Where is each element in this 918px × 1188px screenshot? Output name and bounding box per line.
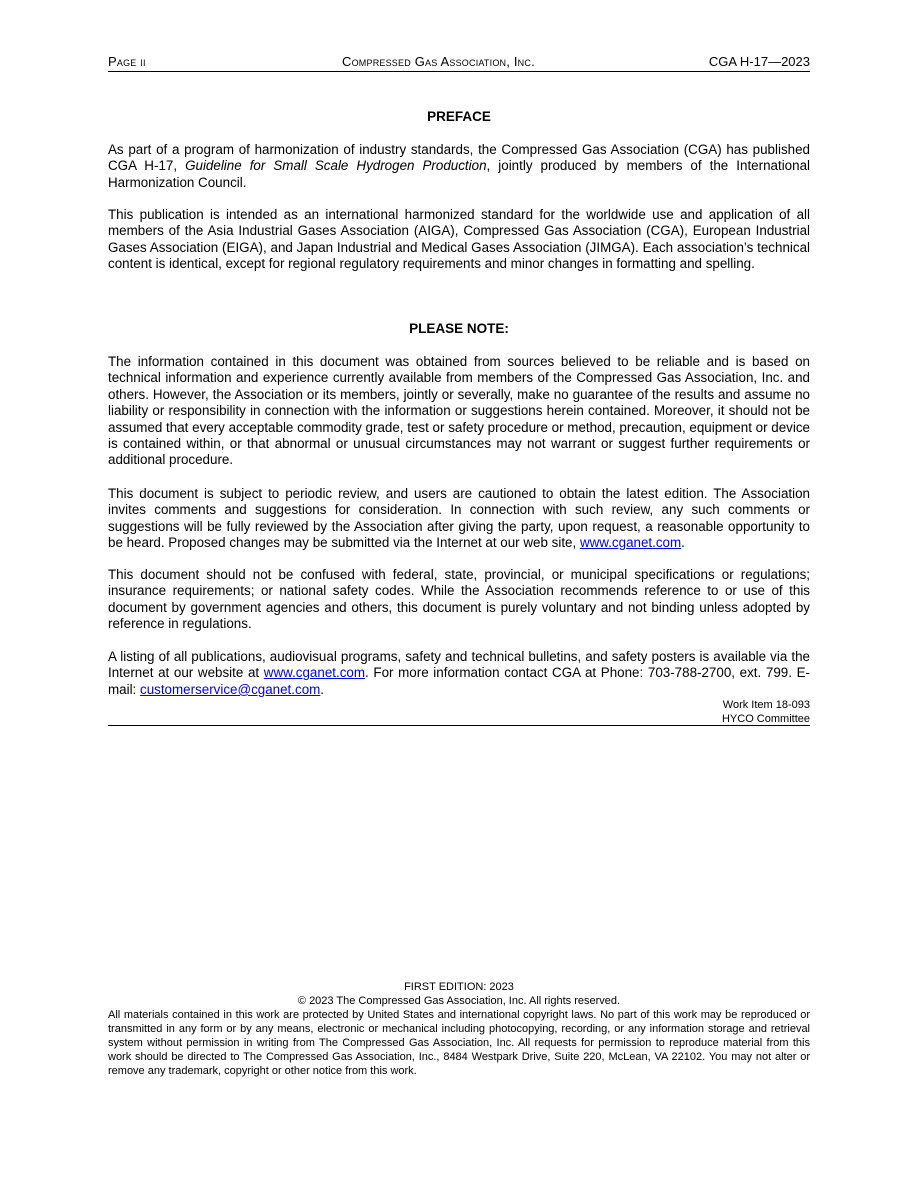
publication-title: Guideline for Small Scale Hydrogen Production bbox=[185, 158, 487, 174]
note-paragraph-4 bbox=[108, 649, 810, 698]
preface-paragraph-1 bbox=[108, 142, 810, 191]
work-item-info bbox=[510, 698, 810, 726]
copyright-notice: All materials contained in this work are protected by United States and international copyright laws. No part of this work may be reproduced or transmitted in any form or by any means, electronic or mechanical including photocopying, recording, or any information storage and retrieval system without permission in writing from The Compressed Gas Association, Inc. All requests for permission to reproduce material from this work should be directed to The Compressed Gas Association, Inc., 8484 Westpark Drive, Suite 220, McLean, VA 22102. You may not alter or remove any trademark, copyright or other notice from this work. bbox=[108, 1009, 810, 1077]
page-number: Page ii bbox=[108, 54, 146, 69]
preface-paragraph-2: This publication is intended as an international harmonized standard for the worldwide use and application of all members of the Asia Industrial Gases Association (AIGA), Compressed Gas Association (CGA), European Industrial Gases Association (EIGA), and Japan Industrial and Medical Gases Association (JIMGA). Each association’s technical content is identical, except for regional regulatory requirements and minor changes in formatting and spelling. bbox=[108, 207, 810, 272]
note-p2-text-end: . bbox=[681, 535, 685, 551]
edition-line: FIRST EDITION: 2023 bbox=[404, 981, 514, 993]
note-p2-text: This document is subject to periodic review, and users are cautioned to obtain the latest edition. The Association invites comments and suggestions for consideration. In connection with such review, any such comments or suggestions will be fully reviewed by the Association after giving the party, upon request, a reasonable opportunity to be heard. Proposed changes may be submitted via the Internet at our web site, bbox=[108, 486, 810, 551]
note-p4-text-end: . bbox=[320, 681, 325, 697]
running-header bbox=[108, 54, 810, 72]
note-p4-text-mid: . For more information contact CGA at Phone: 703-788-2700, ext. 799. E-mail: bbox=[108, 665, 811, 697]
customer-service-email-link[interactable]: customerservice@cganet.com bbox=[140, 681, 321, 697]
publisher-name: Compressed Gas Association, Inc. bbox=[342, 54, 535, 69]
preface-p1-text-end: , jointly produced by members of the International Harmonization Council. bbox=[108, 158, 810, 190]
section-divider bbox=[108, 725, 810, 726]
work-item-number: Work Item 18-093 bbox=[722, 699, 810, 711]
cganet-website-link[interactable]: www.cganet.com bbox=[263, 665, 366, 681]
preface-heading: PREFACE bbox=[427, 109, 491, 124]
note-paragraph-3: This document should not be confused with federal, state, provincial, or municipal specifications or regulations; insurance requirements; or national safety codes. While the Association recommends reference to or use of this document by government agencies and others, this document is purely voluntary and not binding unless adopted by reference in regulations. bbox=[108, 567, 810, 632]
copyright-footer bbox=[108, 980, 810, 1078]
note-p4-text: A listing of all publications, audiovisual programs, safety and technical bulletins, and safety posters is available via the Internet at our website at bbox=[108, 649, 810, 681]
document-id: CGA H-17—2023 bbox=[708, 54, 810, 69]
committee-name: HYCO Committee bbox=[721, 713, 810, 725]
note-paragraph-2 bbox=[108, 486, 810, 552]
copyright-line: © 2023 The Compressed Gas Association, Inc. All rights reserved. bbox=[297, 995, 621, 1007]
cganet-link[interactable]: www.cganet.com bbox=[579, 535, 682, 551]
note-paragraph-1: The information contained in this document was obtained from sources believed to be reliable and is based on technical information and experience currently available from members of the Compressed Gas Association, Inc. and others. However, the Association or its members, jointly or severally, make no guarantee of the results and assume no liability or responsibility in connection with the information or suggestions herein contained. Moreover, it should not be assumed that every acceptable commodity grade, test or safety procedure or method, precaution, equipment or device is contained within, or that abnormal or unusual circumstances may not warrant or suggest further requirements or additional procedure. bbox=[108, 354, 810, 468]
please-note-heading: PLEASE NOTE: bbox=[409, 321, 509, 336]
preface-p1-text: As part of a program of harmonization of industry standards, the Compressed Gas Association (CGA) has published CGA H-17, bbox=[108, 142, 810, 174]
